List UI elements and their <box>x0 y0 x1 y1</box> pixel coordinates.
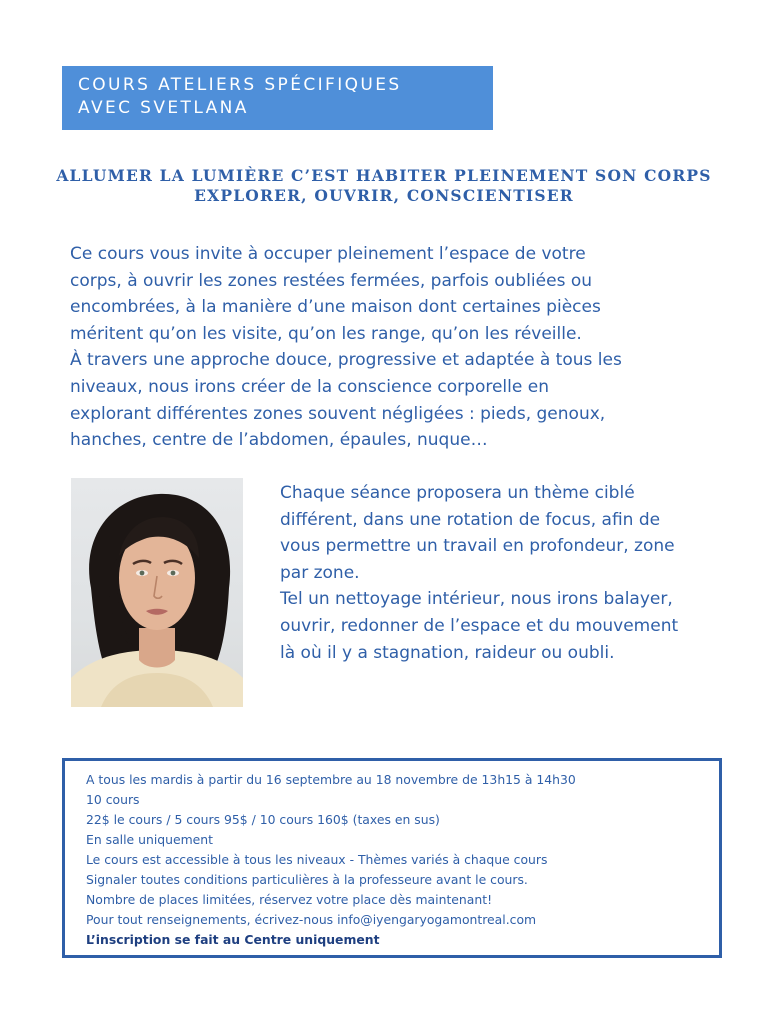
info-registration-note: L’inscription se fait au Centre uniquement <box>86 932 380 947</box>
info-pricing: 22$ le cours / 5 cours 95$ / 10 cours 160$ (taxes en sus) <box>86 812 440 827</box>
intro-line: corps, à ouvrir les zones restées fermées, parfois oubliées ou <box>70 270 593 291</box>
info-session-count: 10 cours <box>86 792 140 807</box>
info-levels: Le cours est accessible à tous les niveaux - Thèmes variés à chaque cours <box>86 852 548 867</box>
side-line: Chaque séance proposera un thème ciblé <box>280 483 635 503</box>
intro-line: hanches, centre de l’abdomen, épaules, nuque… <box>70 430 488 451</box>
side-line: ouvrir, redonner de l’espace et du mouvement <box>280 615 679 636</box>
info-conditions: Signaler toutes conditions particulières à la professeure avant le cours. <box>86 872 528 887</box>
side-paragraph <box>280 480 740 666</box>
intro-line: À travers une approche douce, progressive et adaptée à tous les <box>70 350 622 371</box>
intro-line: niveaux, nous irons créer de la conscience corporelle en <box>70 376 549 397</box>
info-schedule: A tous les mardis à partir du 16 septembre au 18 novembre de 13h15 à 14h30 <box>86 772 576 787</box>
course-info-box <box>62 758 722 958</box>
info-contact: Pour tout renseignements, écrivez-nous info@iyengaryogamontreal.com <box>86 912 537 927</box>
info-location: En salle uniquement <box>86 832 214 847</box>
intro-line: méritent qu’on les visite, qu’on les range, qu’on les réveille. <box>70 323 582 344</box>
side-line: Tel un nettoyage intérieur, nous irons balayer, <box>280 589 673 610</box>
headline <box>0 166 768 206</box>
side-line: vous permettre un travail en profondeur, zone <box>280 536 675 557</box>
info-limited-places: Nombre de places limitées, réservez votre place dès maintenant! <box>86 892 493 907</box>
side-line: différent, dans une rotation de focus, afin de <box>280 509 661 530</box>
portrait-illustration <box>71 478 243 707</box>
teacher-portrait-photo <box>71 478 243 707</box>
side-line: par zone. <box>280 562 360 583</box>
headline-line-1: ALLUMER LA LUMIÈRE C’EST HABITER PLEINEMENT SON CORPS <box>56 166 712 185</box>
intro-paragraph <box>70 241 730 454</box>
banner-line-2: AVEC SVETLANA <box>78 98 249 118</box>
side-line: là où il y a stagnation, raideur ou oubli. <box>280 642 615 663</box>
section-banner <box>62 66 493 130</box>
intro-line: encombrées, à la manière d’une maison dont certaines pièces <box>70 297 601 318</box>
intro-line: Ce cours vous invite à occuper pleinement l’espace de votre <box>70 244 586 264</box>
headline-line-2: EXPLORER, OUVRIR, CONSCIENTISER <box>194 186 574 205</box>
banner-line-1: COURS ATELIERS SPÉCIFIQUES <box>78 75 402 95</box>
intro-line: explorant différentes zones souvent négligées : pieds, genoux, <box>70 403 606 424</box>
